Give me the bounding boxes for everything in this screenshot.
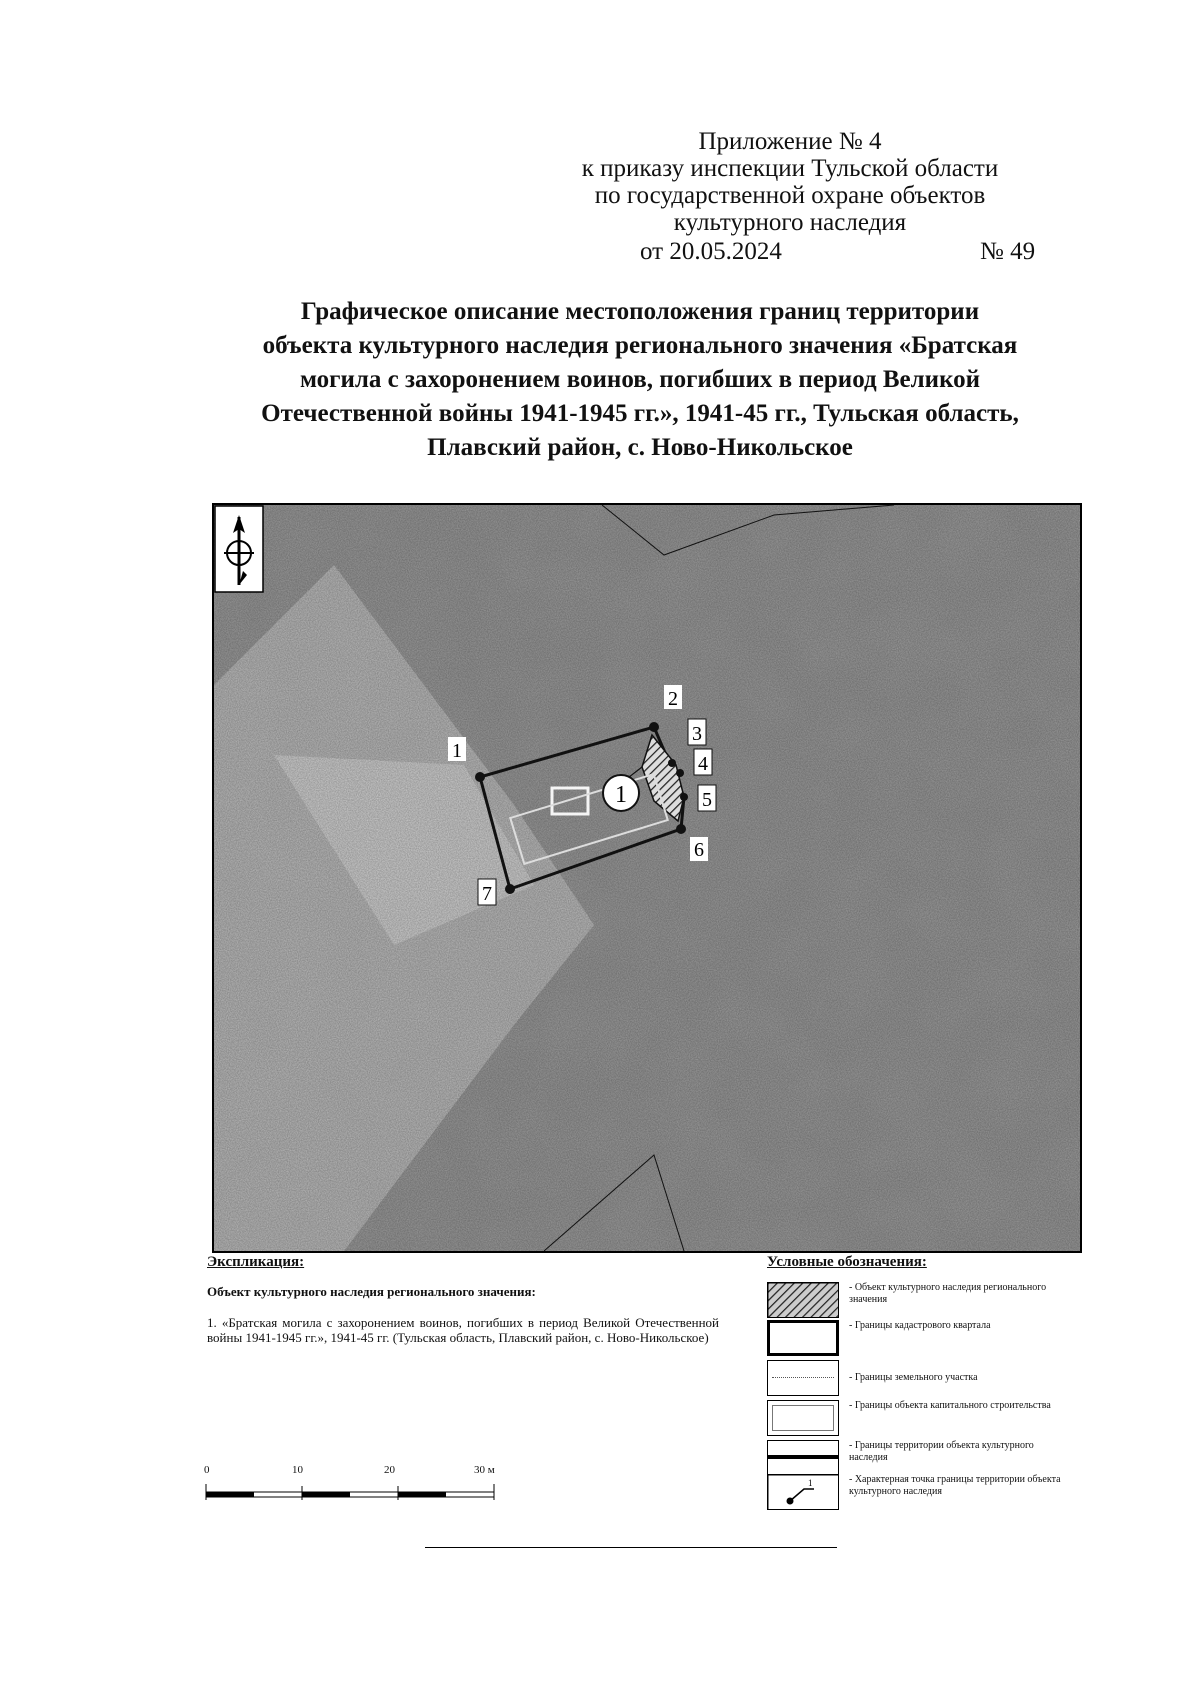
scale-label-0: 0 [204,1464,210,1476]
scale-label-30: 30 м [474,1464,495,1476]
header-line-3: по государственной охране объектов [594,182,986,209]
legend-item-plot [767,1360,1067,1400]
header-line-2: к приказу инспекции Тульской области [581,155,999,182]
svg-text:1: 1 [808,1478,813,1488]
order-number: № 49 [980,238,1036,265]
map-frame [212,503,1082,1253]
svg-text:1: 1 [615,782,627,808]
legend-text-territory: - Границы территории объекта культурного наследия [849,1440,1034,1463]
title-line-3: могила с захоронением воинов, погибших в период Великой [299,366,981,393]
title-line-5: Плавский район, с. Ново-Никольское [427,434,853,461]
scale-label-10: 10 [292,1464,303,1476]
document-title [180,295,1100,465]
title-line-1: Графическое описание местоположения границ территории [300,298,980,325]
legend-text-cadastral: - Границы кадастрового квартала [849,1320,991,1331]
svg-text:1: 1 [452,740,462,762]
title-line-2: объекта культурного наследия регионального значения «Братская [262,332,1018,359]
object-label [603,775,639,811]
title-line-4: Отечественной войны 1941-1945 гг.», 1941-45 гг., Тульская область, [261,400,1019,427]
legend-item-point [767,1474,1067,1530]
header-block [560,128,1020,236]
legend-item-building [767,1400,1067,1440]
legend-text-point: - Характерная точка границы территории объекта культурного наследия [849,1474,1061,1497]
north-arrow-icon [215,506,263,592]
legend-item-cadastral [767,1320,1067,1360]
footer-divider [425,1547,837,1548]
scale-ruler [204,1478,504,1508]
hatch-pattern-icon [767,1282,839,1318]
map-image [214,505,1080,1251]
header-line-1: Приложение № 4 [698,128,882,155]
thick-border-icon [767,1320,839,1356]
scale-bar [204,1464,504,1508]
svg-text:4: 4 [698,753,708,775]
explication-title: Экспликация: [207,1254,305,1270]
order-date: от 20.05.2024 [640,238,782,265]
territory-border-icon [767,1440,839,1476]
legend-text-plot: - Границы земельного участка [849,1372,978,1383]
svg-text:2: 2 [668,688,678,710]
legend-text-building: - Границы объекта капитального строительства [849,1400,1051,1411]
scale-label-20: 20 [384,1464,395,1476]
svg-text:5: 5 [702,789,712,811]
svg-text:6: 6 [694,839,704,861]
explication-item: 1. «Братская могила с захоронением воинов, погибших в период Великой Отечественной войны 1941-1945 гг.», 1941-45 гг. (Тульская область, Плавский район, с. Ново-Никольское) [207,1315,719,1345]
building-border-icon [767,1400,839,1436]
boundary-point-icon [767,1474,839,1510]
legend-item-object [767,1282,1067,1322]
header-line-4: культурного наследия [673,209,907,236]
explication-subtitle: Объект культурного наследия регионального значения: [207,1284,536,1299]
legend-text-object: - Объект культурного наследия регионального значения [849,1282,1047,1305]
thin-border-icon [767,1360,839,1396]
legend-title: Условные обозначения: [767,1254,927,1270]
svg-text:3: 3 [692,723,702,745]
svg-text:7: 7 [482,883,492,905]
